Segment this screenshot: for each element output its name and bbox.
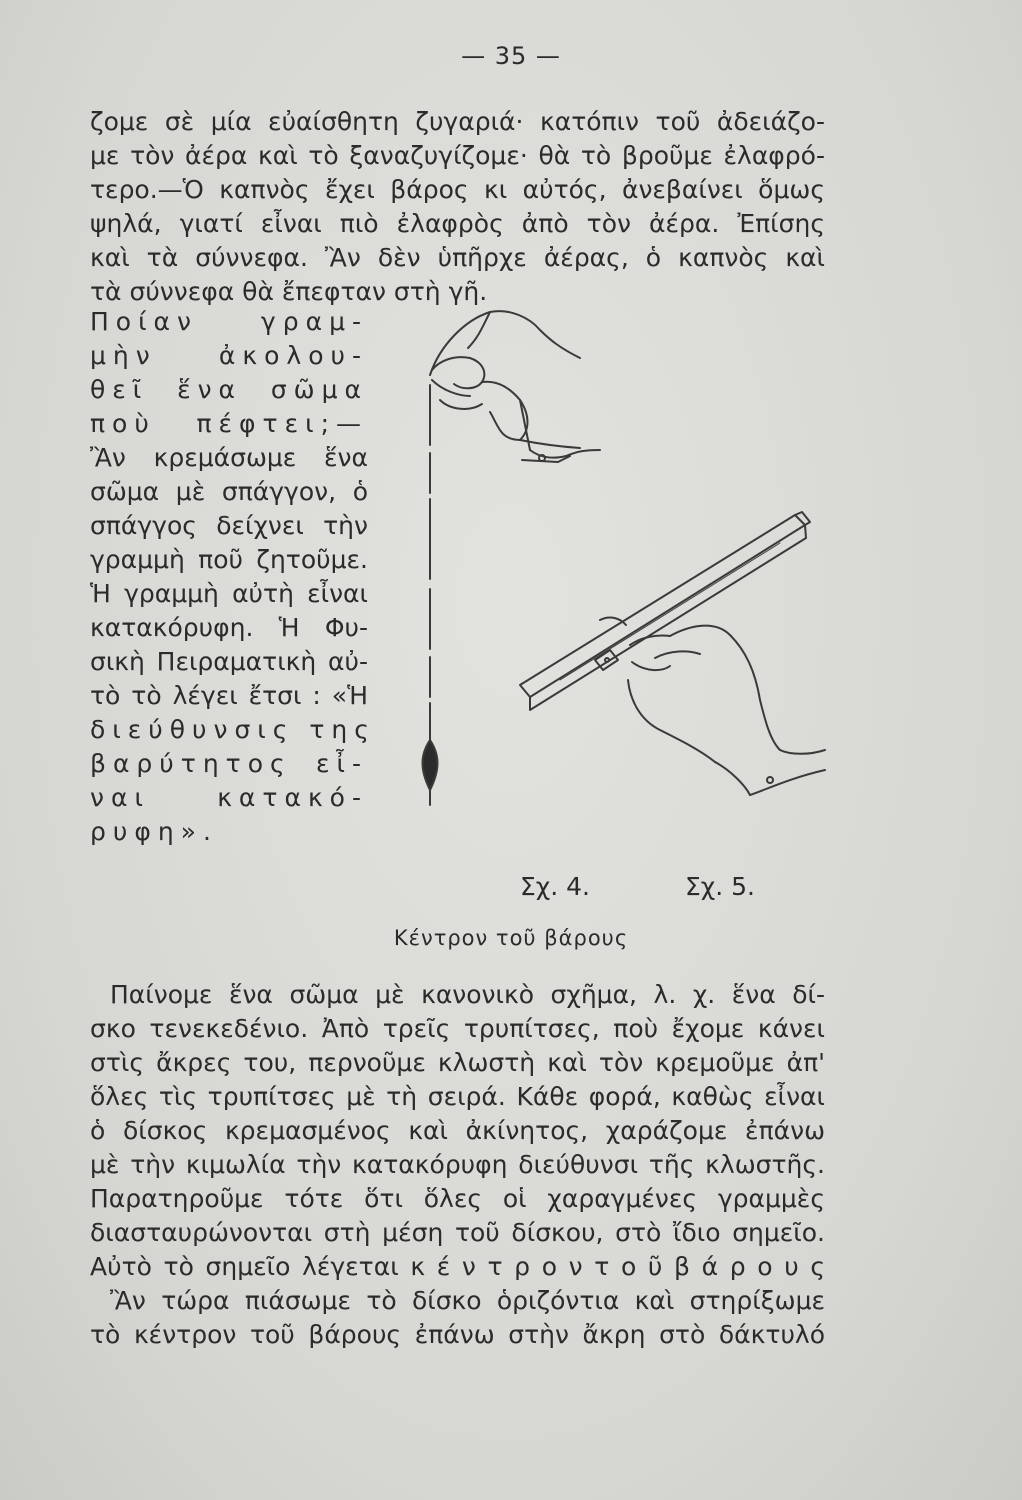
text-line: στὶς ἄκρες του, περνοῦμε κλωστὴ καὶ τὸν κρεμοῦμε ἀπ'	[90, 1048, 825, 1077]
text-line: ζομε σὲ μία εὐαίσθητη ζυγαριά· κατόπιν τοῦ ἀδειάζο-	[90, 107, 825, 136]
text-line: διασταυρώνονται στὴ μέση τοῦ δίσκου, στὸ ἴδιο σημεῖο.	[90, 1218, 825, 1247]
side-column-line: μὴν ἀκολου-	[90, 341, 368, 370]
text-line: Αὐτὸ τὸ σημεῖο λέγεται κ έ ν τ ρ ο ν τ ο ῦ β ά ρ ο υ ς	[90, 1252, 825, 1281]
side-column-line: Ἡ γραμμὴ αὐτὴ εἶναι	[90, 579, 368, 608]
side-column-line: σῶμα μὲ σπάγγον, ὁ	[90, 477, 368, 506]
text-line: τὸ κέντρον τοῦ βάρους ἐπάνω στὴν ἄκρη στὸ δάκτυλό	[90, 1320, 825, 1349]
side-column-line: ναι κατακό-	[90, 783, 368, 812]
text-line: ὁ δίσκος κρεμασμένος καὶ ἀκίνητος, χαράζομε ἐπάνω	[90, 1116, 825, 1145]
text-line: σκο τενεκεδένιο. Ἀπὸ τρεῖς τρυπίτσες, ποὺ ἔχομε κάνει	[90, 1014, 825, 1043]
text-line: καὶ τὰ σύννεφα. Ἂν δὲν ὑπῆρχε ἀέρας, ὁ καπνὸς καὶ	[90, 243, 825, 272]
text-line: τὰ σύννεφα θὰ ἔπεφταν στὴ γῆ.	[90, 277, 488, 306]
text-line: Παίνομε ἕνα σῶμα μὲ κανονικὸ σχῆμα, λ. χ. ἕνα δί-	[110, 980, 825, 1009]
figure-4-caption: Σχ. 4.	[520, 872, 590, 901]
side-column-line: ρυφη».	[90, 817, 218, 846]
text-line: τερο.—Ὁ καπνὸς ἔχει βάρος κι αὐτός, ἀνεβαίνει ὅμως	[90, 175, 825, 204]
section-heading: Κέντρον τοῦ βάρους	[393, 926, 629, 950]
figure-5-caption: Σχ. 5.	[685, 872, 755, 901]
side-column-line: Ἂν κρεμάσωμε ἕνα	[90, 443, 368, 472]
side-column-line: γραμμὴ ποῦ ζητοῦμε.	[90, 545, 368, 574]
side-column-line: σπάγγος δείχνει τὴν	[90, 511, 368, 540]
side-column-line: κατακόρυφη. Ἡ Φυ-	[90, 613, 368, 642]
text-line: ὅλες τὶς τρυπίτσες μὲ τὴ σειρά. Κάθε φορά, καθὼς εἶναι	[90, 1082, 825, 1111]
side-column-line: Ποίαν γραμ-	[90, 307, 368, 336]
text-line: ψηλά, γιατί εἶναι πιὸ ἐλαφρὸς ἀπὸ τὸν ἀέρα. Ἐπίσης	[90, 209, 825, 238]
side-column-line: διεύθυνσις της	[90, 715, 376, 744]
side-column-line: θεῖ ἕνα σῶμα	[90, 375, 368, 404]
text-line: Παρατηροῦμε τότε ὅτι ὅλες οἱ χαραγμένες γραμμὲς	[90, 1184, 825, 1213]
side-column-line: σικὴ Πειραματικὴ αὐ-	[90, 647, 368, 676]
side-column-line: τὸ τὸ λέγει ἔτσι : «Ἡ	[90, 681, 368, 710]
text-line: με τὸν ἀέρα καὶ τὸ ξαναζυγίζομε· θὰ τὸ βροῦμε ἐλαφρό-	[90, 141, 825, 170]
text-line: Ἂν τώρα πιάσωμε τὸ δίσκο ὁριζόντια καὶ στηρίξωμε	[110, 1286, 825, 1315]
figure-illustration	[370, 300, 830, 860]
text-line: μὲ τὴν κιμωλία τὴν κατακόρυφη διεύθυνσι τῆς κλωστῆς.	[90, 1150, 825, 1179]
page-number: — 35 —	[461, 42, 561, 70]
side-column-line: ποὺ πέφτει;—	[90, 409, 368, 438]
side-column-line: βαρύτητος εἶ-	[90, 749, 368, 778]
hand-with-plumb-line-drawing	[423, 311, 601, 805]
hand-with-ruler-drawing	[520, 512, 825, 795]
